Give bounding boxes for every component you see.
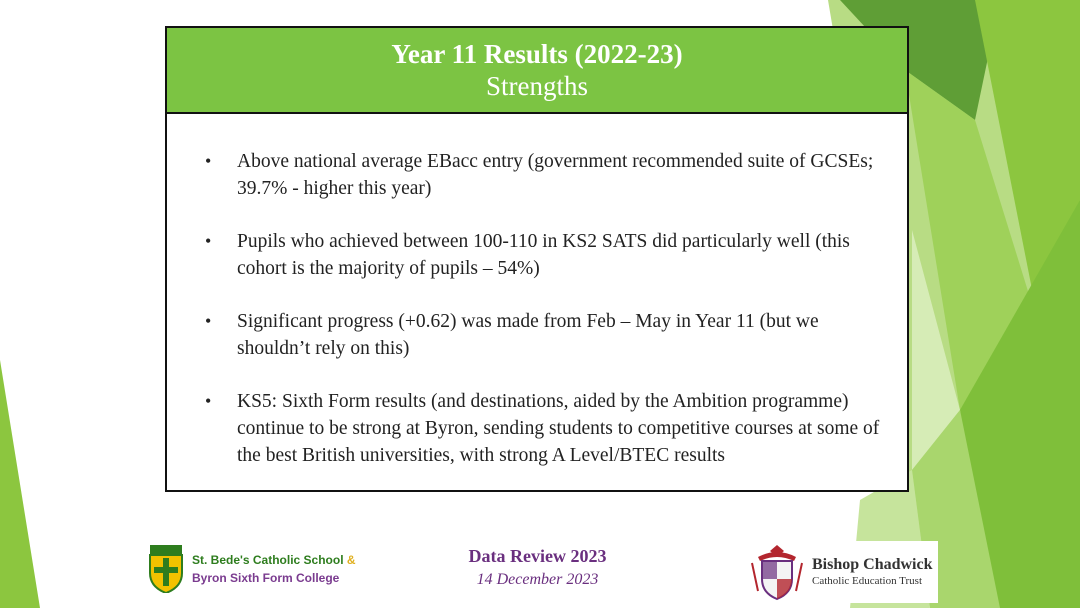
school-shield-icon	[148, 545, 184, 593]
bullet-icon: •	[205, 231, 212, 251]
trust-name: Bishop Chadwick	[812, 555, 933, 573]
bullet-text: Above national average EBacc entry (government recommended suite of GCSEs; 39.7% - higher this year)	[237, 151, 874, 199]
review-label	[420, 544, 655, 592]
list-item	[205, 228, 887, 282]
school-logo	[148, 545, 356, 593]
school-name: St. Bede's Catholic School	[192, 553, 344, 567]
bullet-text: Pupils who achieved between 100-110 in KS2 SATS did particularly well (this cohort is the majority of pupils – 54%)	[237, 231, 850, 279]
bullet-icon: •	[205, 391, 212, 411]
school-ampersand: &	[346, 553, 356, 567]
slide-title: Year 11 Results (2022-23)	[391, 39, 683, 69]
trust-subtitle: Catholic Education Trust	[812, 574, 922, 587]
slide-subtitle: Strengths	[485, 71, 588, 101]
bullet-icon: •	[205, 151, 212, 171]
bullet-text: Significant progress (+0.62) was made from Feb – May in Year 11 (but we shouldn’t rely on this)	[237, 311, 819, 359]
trust-logo	[744, 541, 938, 603]
trust-crest-icon	[748, 543, 806, 601]
college-name: Byron Sixth Form College	[192, 571, 340, 585]
results-card	[165, 26, 909, 492]
card-header	[167, 28, 907, 114]
list-item	[205, 388, 887, 469]
review-title: Data Review 2023	[468, 546, 607, 566]
bullet-text: KS5: Sixth Form results (and destinations, aided by the Ambition programme) continue to be strong at Byron, sending students to competitive courses at some of the best British universities, with strong A Level/BTEC results	[237, 391, 880, 466]
strengths-list	[167, 114, 907, 469]
list-item	[205, 308, 887, 362]
review-date: 14 December 2023	[476, 571, 599, 588]
bullet-icon: •	[205, 311, 212, 331]
list-item	[205, 148, 887, 202]
